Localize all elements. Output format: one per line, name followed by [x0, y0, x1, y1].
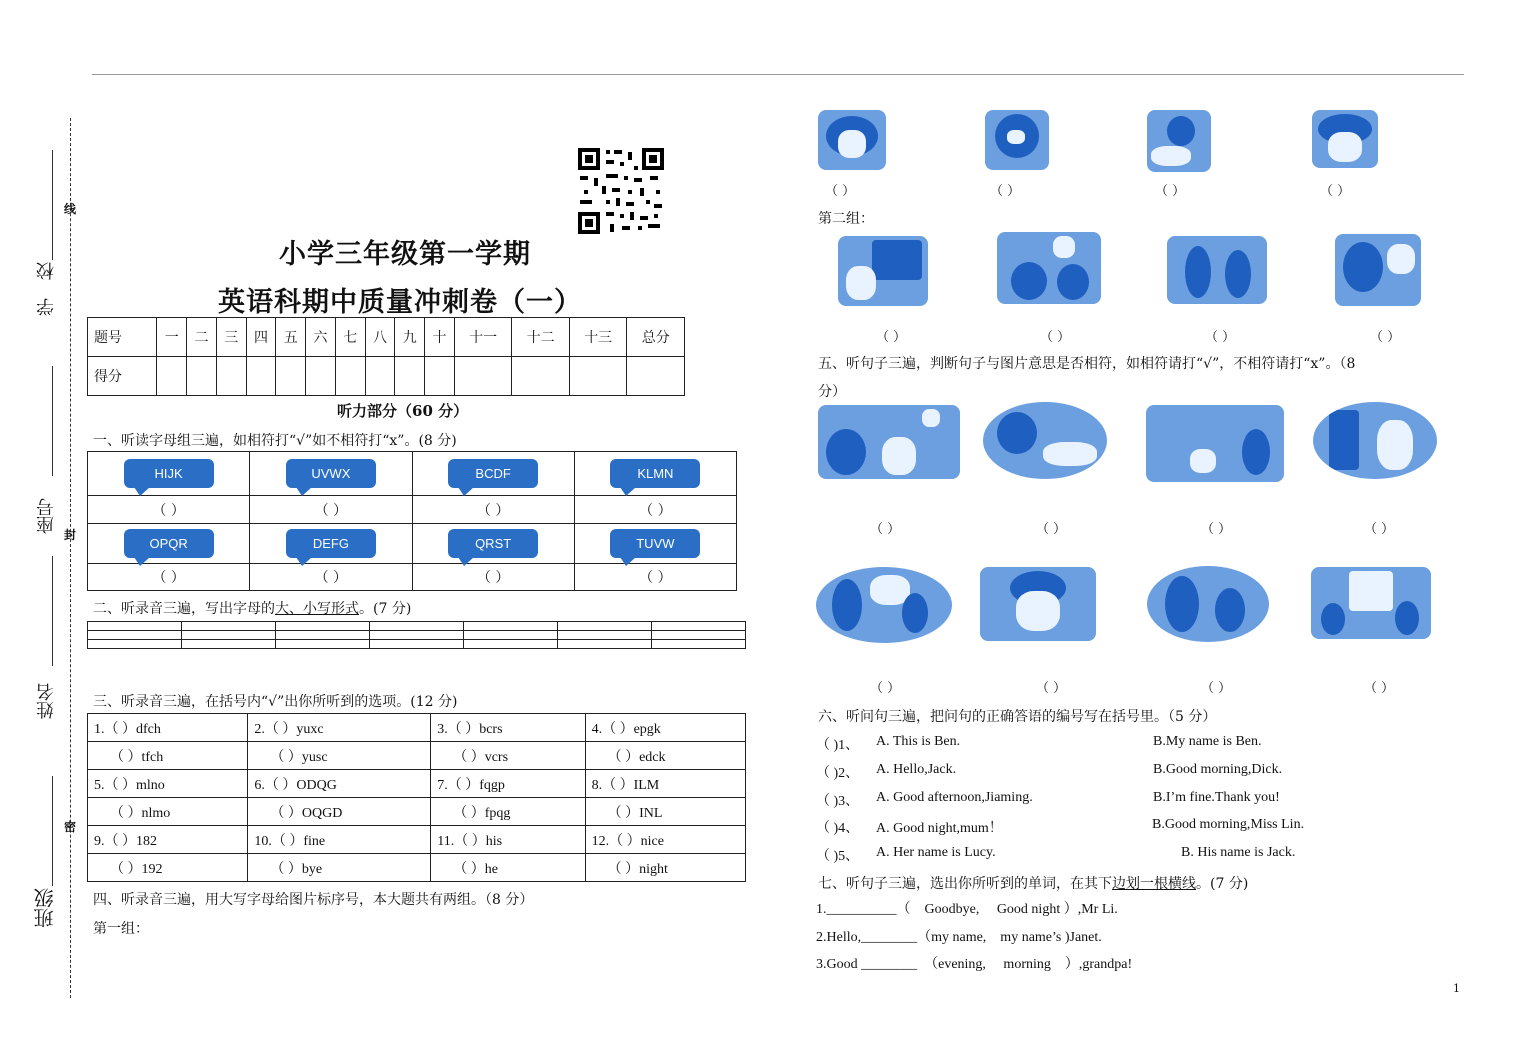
answer-option-b: B.Good morning,Dick. — [1153, 762, 1283, 777]
answer-paren[interactable]: （ ） — [876, 330, 907, 345]
section2-heading-text: 二、听录音三遍，写出字母的 — [93, 601, 275, 617]
option-cell[interactable]: 3.（ ）bcrs — [431, 714, 585, 742]
score-header-cell: 题号 — [88, 318, 157, 357]
door-visitor-picture — [1313, 402, 1437, 479]
seat-fill-line — [52, 366, 53, 476]
writing-cell[interactable] — [182, 640, 276, 649]
answer-paren[interactable]: （ ） — [870, 681, 901, 696]
answer-paren[interactable]: （ ） — [574, 496, 736, 524]
question-number[interactable]: （ )3、 — [816, 794, 860, 809]
letter-bubble: OPQR — [124, 529, 214, 558]
section7-heading — [818, 873, 1248, 893]
option-cell[interactable]: 2.（ ）yuxc — [248, 714, 431, 742]
option-cell[interactable]: 1.（ ）dfch — [88, 714, 248, 742]
score-header-cell: 十 — [425, 318, 455, 357]
girl-face-picture — [818, 110, 886, 170]
writing-cell[interactable] — [370, 622, 464, 631]
child-washing-picture — [1335, 234, 1421, 306]
option-cell[interactable]: 7.（ ）fqgp — [431, 770, 585, 798]
score-cell[interactable] — [395, 357, 425, 396]
score-header-cell: 三 — [216, 318, 246, 357]
exam-title-line1: 小学三年级第一学期 — [279, 239, 531, 270]
answer-paren[interactable]: （ ） — [1155, 184, 1186, 199]
group2-label: 第二组： — [818, 211, 874, 227]
option-cell[interactable]: （ ）bye — [248, 854, 431, 882]
top-rule — [92, 74, 1464, 75]
answer-option-b: B.My name is Ben. — [1153, 734, 1262, 749]
two-children-picture — [1167, 236, 1267, 304]
answer-paren[interactable]: （ ） — [1036, 522, 1067, 537]
writing-cell[interactable] — [88, 631, 182, 640]
answer-paren[interactable]: （ ） — [1201, 522, 1232, 537]
answer-paren[interactable]: （ ） — [574, 564, 736, 591]
section7-heading-text: 七、听句子三遍，选出你所听到的单词，在其下 — [818, 876, 1112, 892]
house-greeting-picture — [816, 567, 952, 643]
score-cell[interactable] — [306, 357, 336, 396]
section5-heading-cont: 分） — [818, 384, 846, 400]
option-cell[interactable]: 12.（ ）nice — [585, 826, 745, 854]
option-cell[interactable]: 10.（ ）fine — [248, 826, 431, 854]
cut-mark-xian: 线 — [64, 202, 77, 216]
writing-cell[interactable] — [276, 622, 370, 631]
option-cell[interactable]: （ ）vcrs — [431, 742, 585, 770]
score-header-cell: 八 — [365, 318, 395, 357]
section5-heading: 五、听句子三遍，判断句子与图片意思是否相符，如相符请打“√”，不相符请打“x”。（8 — [818, 356, 1356, 372]
option-cell[interactable]: 11.（ ）his — [431, 826, 585, 854]
option-cell[interactable]: （ ）INL — [585, 798, 745, 826]
answer-paren[interactable]: （ ） — [88, 496, 250, 524]
answer-paren[interactable]: （ ） — [870, 522, 901, 537]
family-sun-picture — [997, 232, 1101, 304]
answer-paren[interactable]: （ ） — [1040, 330, 1071, 345]
section1-heading: 一、听读字母组三遍，如相符打“√”如不相符打“x”。(8 分) — [93, 433, 457, 449]
name-label: 姓名 — [36, 683, 57, 719]
answer-option-a: A. Her name is Lucy. — [876, 845, 996, 860]
class-label: 班级 — [33, 888, 57, 928]
score-cell[interactable] — [335, 357, 365, 396]
page-number: 1 — [1453, 982, 1460, 995]
answer-paren[interactable]: （ ） — [250, 496, 412, 524]
boy-face-picture — [1312, 110, 1378, 168]
score-header-cell: 二 — [187, 318, 217, 357]
option-cell[interactable]: 9.（ ）182 — [88, 826, 248, 854]
name-fill-line — [52, 556, 53, 666]
score-header-row — [88, 318, 685, 357]
answer-option-a: A. Good afternoon,Jiaming. — [876, 790, 1033, 805]
option-cell[interactable]: 8.（ ）ILM — [585, 770, 745, 798]
writing-cell[interactable] — [370, 640, 464, 649]
letter-bubble: HIJK — [124, 459, 214, 488]
score-row-label: 得分 — [88, 357, 157, 396]
writing-cell[interactable] — [88, 622, 182, 631]
answer-paren[interactable]: （ ） — [990, 184, 1021, 199]
letter-bubble: QRST — [448, 529, 538, 558]
school-fill-line — [52, 150, 53, 260]
option-cell[interactable]: （ ）night — [585, 854, 745, 882]
answer-paren[interactable]: （ ） — [1201, 681, 1232, 696]
section6-heading: 六、听问句三遍，把问句的正确答语的编号写在括号里。（5 分） — [818, 709, 1217, 725]
score-cell[interactable] — [246, 357, 276, 396]
score-cell[interactable] — [425, 357, 455, 396]
sentence-line[interactable]: 1.__________（ Goodbye, Good night ）,Mr Li. — [816, 902, 1118, 917]
writing-cell[interactable] — [370, 631, 464, 640]
option-cell[interactable]: （ ）tfch — [88, 742, 248, 770]
bedroom-picture — [983, 402, 1107, 479]
score-header-cell: 六 — [306, 318, 336, 357]
options-table — [87, 713, 746, 882]
answer-option-b: B. His name is Jack. — [1181, 845, 1296, 860]
answer-paren[interactable]: （ ） — [1205, 330, 1236, 345]
letter-bubble: KLMN — [610, 459, 700, 488]
answer-option-a: A. Good night,mum！ — [876, 821, 1003, 836]
answer-option-a: A. This is Ben. — [876, 734, 961, 749]
score-header-cell: 四 — [246, 318, 276, 357]
writing-cell[interactable] — [652, 640, 746, 649]
option-cell[interactable]: （ ）edck — [585, 742, 745, 770]
section4-heading: 四、听录音三遍，用大写字母给图片标序号，本大题共有两组。（8 分） — [93, 892, 534, 908]
option-cell[interactable]: （ ）he — [431, 854, 585, 882]
score-cell[interactable] — [627, 357, 685, 396]
girl-smiling-picture — [980, 567, 1096, 641]
writing-cell[interactable] — [464, 622, 558, 631]
score-table — [87, 317, 685, 396]
score-header-cell: 一 — [157, 318, 187, 357]
score-cell[interactable] — [365, 357, 395, 396]
option-cell[interactable]: （ ）192 — [88, 854, 248, 882]
cut-mark-mi: 密 — [64, 820, 77, 834]
section2-heading-points: 。(7 分) — [359, 601, 412, 617]
question-number[interactable]: （ )5、 — [816, 849, 860, 864]
score-cell[interactable] — [276, 357, 306, 396]
group1-label: 第一组： — [93, 921, 149, 937]
question-number[interactable]: （ )2、 — [816, 766, 860, 781]
question-number[interactable]: （ )4、 — [816, 821, 860, 836]
score-cell[interactable] — [512, 357, 570, 396]
answer-paren[interactable]: （ ） — [1364, 522, 1395, 537]
binding-dashed-line — [70, 118, 71, 998]
option-cell[interactable]: 4.（ ）epgk — [585, 714, 745, 742]
score-header-cell: 十一 — [454, 318, 512, 357]
answer-paren[interactable]: （ ） — [1364, 681, 1395, 696]
robot-picture — [985, 110, 1049, 170]
score-header-cell: 五 — [276, 318, 306, 357]
option-cell[interactable]: （ ）yusc — [248, 742, 431, 770]
score-header-cell: 十二 — [512, 318, 570, 357]
writing-cell[interactable] — [464, 631, 558, 640]
writing-cell[interactable] — [182, 622, 276, 631]
writing-cell[interactable] — [652, 631, 746, 640]
score-cell[interactable] — [454, 357, 512, 396]
letter-bubble: UVWX — [286, 459, 376, 488]
answer-paren[interactable]: （ ） — [88, 564, 250, 591]
answer-option-b: B.Good morning,Miss Lin. — [1152, 817, 1305, 832]
sentence-line[interactable]: 3.Good ________ （evening, morning ）,grandpa! — [816, 957, 1133, 972]
exam-title-line2: 英语科期中质量冲刺卷（一） — [218, 287, 582, 318]
question-number[interactable]: （ )1、 — [816, 738, 860, 753]
writing-cell[interactable] — [276, 640, 370, 649]
score-header-cell: 七 — [335, 318, 365, 357]
cut-mark-feng: 封 — [64, 528, 77, 542]
qr-code — [576, 146, 666, 236]
option-cell[interactable]: （ ）fpqg — [431, 798, 585, 826]
score-row — [88, 357, 685, 396]
washing-face-picture — [1147, 110, 1211, 172]
writing-cell[interactable] — [558, 622, 652, 631]
section7-heading-underlined: 边划一根横线 — [1112, 876, 1196, 892]
writing-cell[interactable] — [88, 640, 182, 649]
answer-paren[interactable]: （ ） — [412, 564, 574, 591]
writing-cell[interactable] — [558, 640, 652, 649]
listening-section-title: 听力部分（60 分） — [337, 402, 469, 420]
boy-at-window-picture — [838, 236, 928, 306]
writing-cell[interactable] — [652, 622, 746, 631]
school-gate-picture — [1311, 567, 1431, 639]
dog-bowl-picture — [1146, 405, 1284, 482]
section2-heading — [93, 598, 411, 618]
answer-paren[interactable]: （ ） — [825, 184, 856, 199]
option-cell[interactable]: 5.（ ）mlno — [88, 770, 248, 798]
score-header-cell: 九 — [395, 318, 425, 357]
score-cell[interactable] — [157, 357, 187, 396]
answer-paren[interactable]: （ ） — [412, 496, 574, 524]
letter-bubble: BCDF — [448, 459, 538, 488]
score-header-cell: 总分 — [627, 318, 685, 357]
writing-cell[interactable] — [182, 631, 276, 640]
answer-paren[interactable]: （ ） — [1036, 681, 1067, 696]
writing-cell[interactable] — [558, 631, 652, 640]
section7-heading-points: 。(7 分) — [1196, 876, 1249, 892]
answer-paren[interactable]: （ ） — [250, 564, 412, 591]
writing-cell[interactable] — [276, 631, 370, 640]
score-header-cell: 十三 — [569, 318, 627, 357]
score-cell[interactable] — [216, 357, 246, 396]
dog-clock-picture — [818, 405, 960, 479]
answer-paren[interactable]: （ ） — [1370, 330, 1401, 345]
mother-child-picture — [1147, 566, 1269, 642]
answer-option-a: A. Hello,Jack. — [876, 762, 957, 777]
option-cell[interactable]: （ ）OQGD — [248, 798, 431, 826]
answer-option-b: B.I’m fine.Thank you! — [1153, 790, 1280, 805]
option-cell[interactable]: （ ）nlmo — [88, 798, 248, 826]
score-cell[interactable] — [569, 357, 627, 396]
school-label: 学 校 — [36, 262, 57, 316]
option-cell[interactable]: 6.（ ）ODQG — [248, 770, 431, 798]
letter-bubble: DEFG — [286, 529, 376, 558]
seat-label: 座号 — [36, 498, 57, 534]
score-cell[interactable] — [187, 357, 217, 396]
sentence-line[interactable]: 2.Hello,________（my name, my name’s )Janet. — [816, 930, 1102, 945]
answer-paren[interactable]: （ ） — [1320, 184, 1351, 199]
section2-heading-underlined: 大、小写形式 — [275, 601, 359, 617]
writing-cell[interactable] — [464, 640, 558, 649]
section3-heading: 三、听录音三遍，在括号内“√”出你所听到的选项。(12 分) — [93, 694, 458, 710]
class-fill-line — [52, 776, 53, 886]
writing-grid — [87, 621, 746, 649]
letter-bubble: TUVW — [610, 529, 700, 558]
letter-group-table — [87, 451, 737, 591]
